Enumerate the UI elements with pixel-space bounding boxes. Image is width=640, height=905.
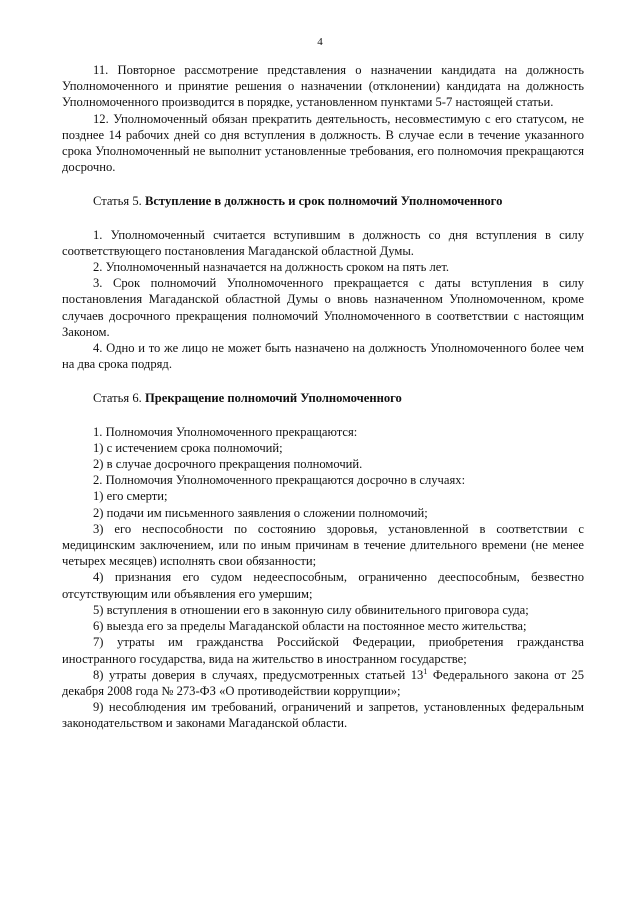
- article-6-paragraph: 3) его неспособности по состоянию здоровья, установленной в соответствии с медицинским заключением, или по иным причинам в течение длительного времени (не менее четырех месяцев) исполнять свои обязанности;: [62, 521, 584, 569]
- article-6-paragraph: 5) вступления в отношении его в законную силу обвинительного приговора суда;: [93, 602, 529, 617]
- article-6-paragraph: 2) в случае досрочного прекращения полномочий.: [93, 457, 363, 472]
- article-5-paragraph: 1. Уполномоченный считается вступившим в должность со дня вступления в силу соответствующего постановления Магаданской областной Думы.: [62, 227, 584, 258]
- paragraph-12: 12. Уполномоченный обязан прекратить деятельность, несовместимую с его статусом, не позднее 14 рабочих дней со дня вступления в должность. В случае если в течение указанного срока Уполномоченный не выполнит установленные требования, его полномочия прекращаются досрочно.: [62, 111, 584, 175]
- article-5-prefix: Статья 5.: [93, 194, 145, 209]
- article-5-paragraph: 4. Одно и то же лицо не может быть назначено на должность Уполномоченного более чем на два срока подряд.: [62, 341, 584, 372]
- article-6-paragraph: 2. Полномочия Уполномоченного прекращаются досрочно в случаях:: [93, 473, 466, 488]
- article-6-paragraph: 1) его смерти;: [93, 489, 168, 504]
- article-5-paragraph: 2. Уполномоченный назначается на должность сроком на пять лет.: [93, 260, 450, 275]
- article-6-paragraph: 1) с истечением срока полномочий;: [93, 440, 283, 455]
- article-6-item-9: 9) несоблюдения им требований, ограничений и запретов, установленных федеральным законодательством и законами Магаданской области.: [62, 700, 584, 731]
- article-6-paragraph: 4) признания его судом недееспособным, ограниченно дееспособным, безвестно отсутствующим или объявления его умершим;: [62, 570, 584, 601]
- article-5-heading: [62, 193, 584, 209]
- article-5-title: Вступление в должность и срок полномочий Уполномоченного: [144, 194, 503, 209]
- article-6-prefix: Статья 6.: [93, 391, 145, 406]
- article-6-paragraph: 2) подачи им письменного заявления о сложении полномочий;: [93, 505, 428, 520]
- article-6-paragraph: 1. Полномочия Уполномоченного прекращаются:: [93, 424, 358, 439]
- paragraph-11: 11. Повторное рассмотрение представления о назначении кандидата на должность Уполномоченного и принятие решения о назначении (отклонении) кандидата на должность Уполномоченного производится в порядке, установленном пунктами 5-7 настоящей статьи.: [62, 63, 584, 110]
- article-6-title: Прекращение полномочий Уполномоченного: [144, 391, 402, 406]
- article-6-paragraph: 6) выезда его за пределы Магаданской области на постоянное место жительства;: [93, 619, 527, 634]
- page-number: 4: [317, 36, 323, 48]
- article-6-item-8: 8) утраты доверия в случаях, предусмотренных статьей $13^1$ Федерального закона от 25 декабря 2008 года № 273-ФЗ «О противодействии коррупции»;: [62, 666, 584, 698]
- article-6-paragraph: 7) утраты им гражданства Российской Федерации, приобретения гражданства иностранного государства, вида на жительство в иностранном государстве;: [62, 635, 584, 666]
- document-body: [62, 62, 584, 732]
- article-6-heading: [62, 390, 584, 406]
- footnote-superscript: 1: [423, 666, 428, 676]
- article-5-paragraph: 3. Срок полномочий Уполномоченного прекращается с даты вступления в силу постановления Магаданской областной Думы о вновь назначенном Уполномоченном, кроме случаев досрочного прекращения полномочий Уполномоченного в соответствии с настоящим Законом.: [62, 276, 584, 339]
